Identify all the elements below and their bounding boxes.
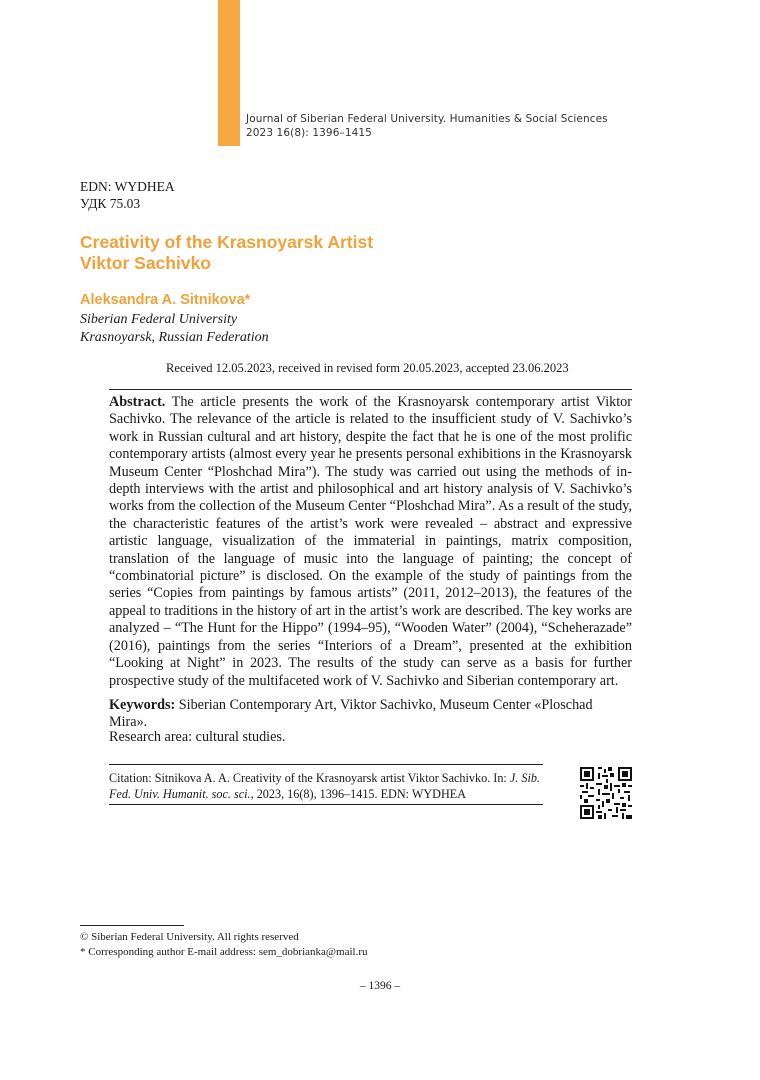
citation-suffix: , 2023, 16(8), 1396–1415. EDN: WYDHEA xyxy=(250,786,467,801)
page-number: – 1396 – xyxy=(359,980,401,992)
title-line-1: Creativity of the Krasnoyarsk Artist xyxy=(80,232,374,252)
copyright-note: © Siberian Federal University. All rights reserved xyxy=(80,931,299,943)
author-affiliation xyxy=(80,311,269,347)
keywords-paragraph xyxy=(109,697,632,731)
footnote-rule xyxy=(80,925,184,926)
abstract-text: The article presents the work of the Krasnoyarsk contemporary artist Viktor Sachivko. The relevance of the article is related to the insufficient study of V. Sachivko’s work in Russian cultural and art history, despite the fact that he is one of the most prolific contemporary artists (almost every year he presents personal exhibitions in the Krasnoyarsk Museum Center “Ploshchad Mira”). The study was carried out using the methods of in-depth interviews with the artist and philosophical and art history analysis of V. Sachivko’s works from the collection of the Museum Center “Ploshchad Mira”. As a result of the study, the characteristic features of the artist’s work were revealed – abstract and expressive artistic language, visualization of the immaterial in paintings, matrix composition, translation of the language of music into the language of painting; the concept of “combinatorial picture” is disclosed. On the example of the study of paintings from the series “Copies from paintings by famous artists” (2011, 2012–2013), the features of the appeal to traditions in the history of art in the artist’s work are described. The key works are analyzed – “The Hunt for the Hippo” (1994–95), “Wooden Water” (2004), “Scheherazade” (2016), paintings from the series “Interiors of a Dream”, presented at the exhibition “Looking at Night” in 2023. The results of the study can serve as a basis for further prospective study of the multifaceted work of V. Sachivko and Siberian contemporary art. xyxy=(109,394,632,689)
citation-bottom-rule xyxy=(109,804,543,805)
received-dates: Received 12.05.2023, received in revised form 20.05.2023, accepted 23.06.2023 xyxy=(166,361,569,375)
author-name: Aleksandra A. Sitnikova* xyxy=(80,292,251,308)
journal-header xyxy=(246,112,608,140)
keywords-text: Siberian Contemporary Art, Viktor Sachivko, Museum Center «Ploschad Mira». xyxy=(109,697,593,730)
article-identifiers xyxy=(80,178,175,212)
journal-title: Journal of Siberian Federal University. Humanities & Social Sciences xyxy=(246,113,608,125)
title-line-2: Viktor Sachivko xyxy=(80,253,211,273)
abstract-paragraph xyxy=(109,394,632,690)
citation-block xyxy=(109,771,549,802)
citation-prefix: Citation: Sitnikova A. A. Creativity of the Krasnoyarsk artist Viktor Sachivko. In: xyxy=(109,771,510,785)
journal-issue: 2023 16(8): 1396–1415 xyxy=(246,127,372,139)
corresponding-author-note: * Corresponding author E-mail address: sem_dobrianka@mail.ru xyxy=(80,946,368,958)
footnotes xyxy=(80,930,368,960)
research-area: Research area: cultural studies. xyxy=(109,729,286,745)
abstract-top-rule xyxy=(109,389,632,390)
article-title xyxy=(80,232,373,274)
affiliation-university: Siberian Federal University xyxy=(80,312,238,327)
qr-code-icon xyxy=(580,767,632,819)
citation-journal: J. Sib. Fed. Univ. Humanit. soc. sci. xyxy=(109,771,540,801)
udk-code: УДК 75.03 xyxy=(80,196,141,211)
edn-code: EDN: WYDHEA xyxy=(80,179,175,194)
citation-top-rule xyxy=(109,764,543,765)
affiliation-location: Krasnoyarsk, Russian Federation xyxy=(80,330,269,345)
keywords-label: Keywords: xyxy=(109,697,176,713)
header-accent-bar xyxy=(218,0,240,146)
abstract-label: Abstract. xyxy=(109,394,166,410)
